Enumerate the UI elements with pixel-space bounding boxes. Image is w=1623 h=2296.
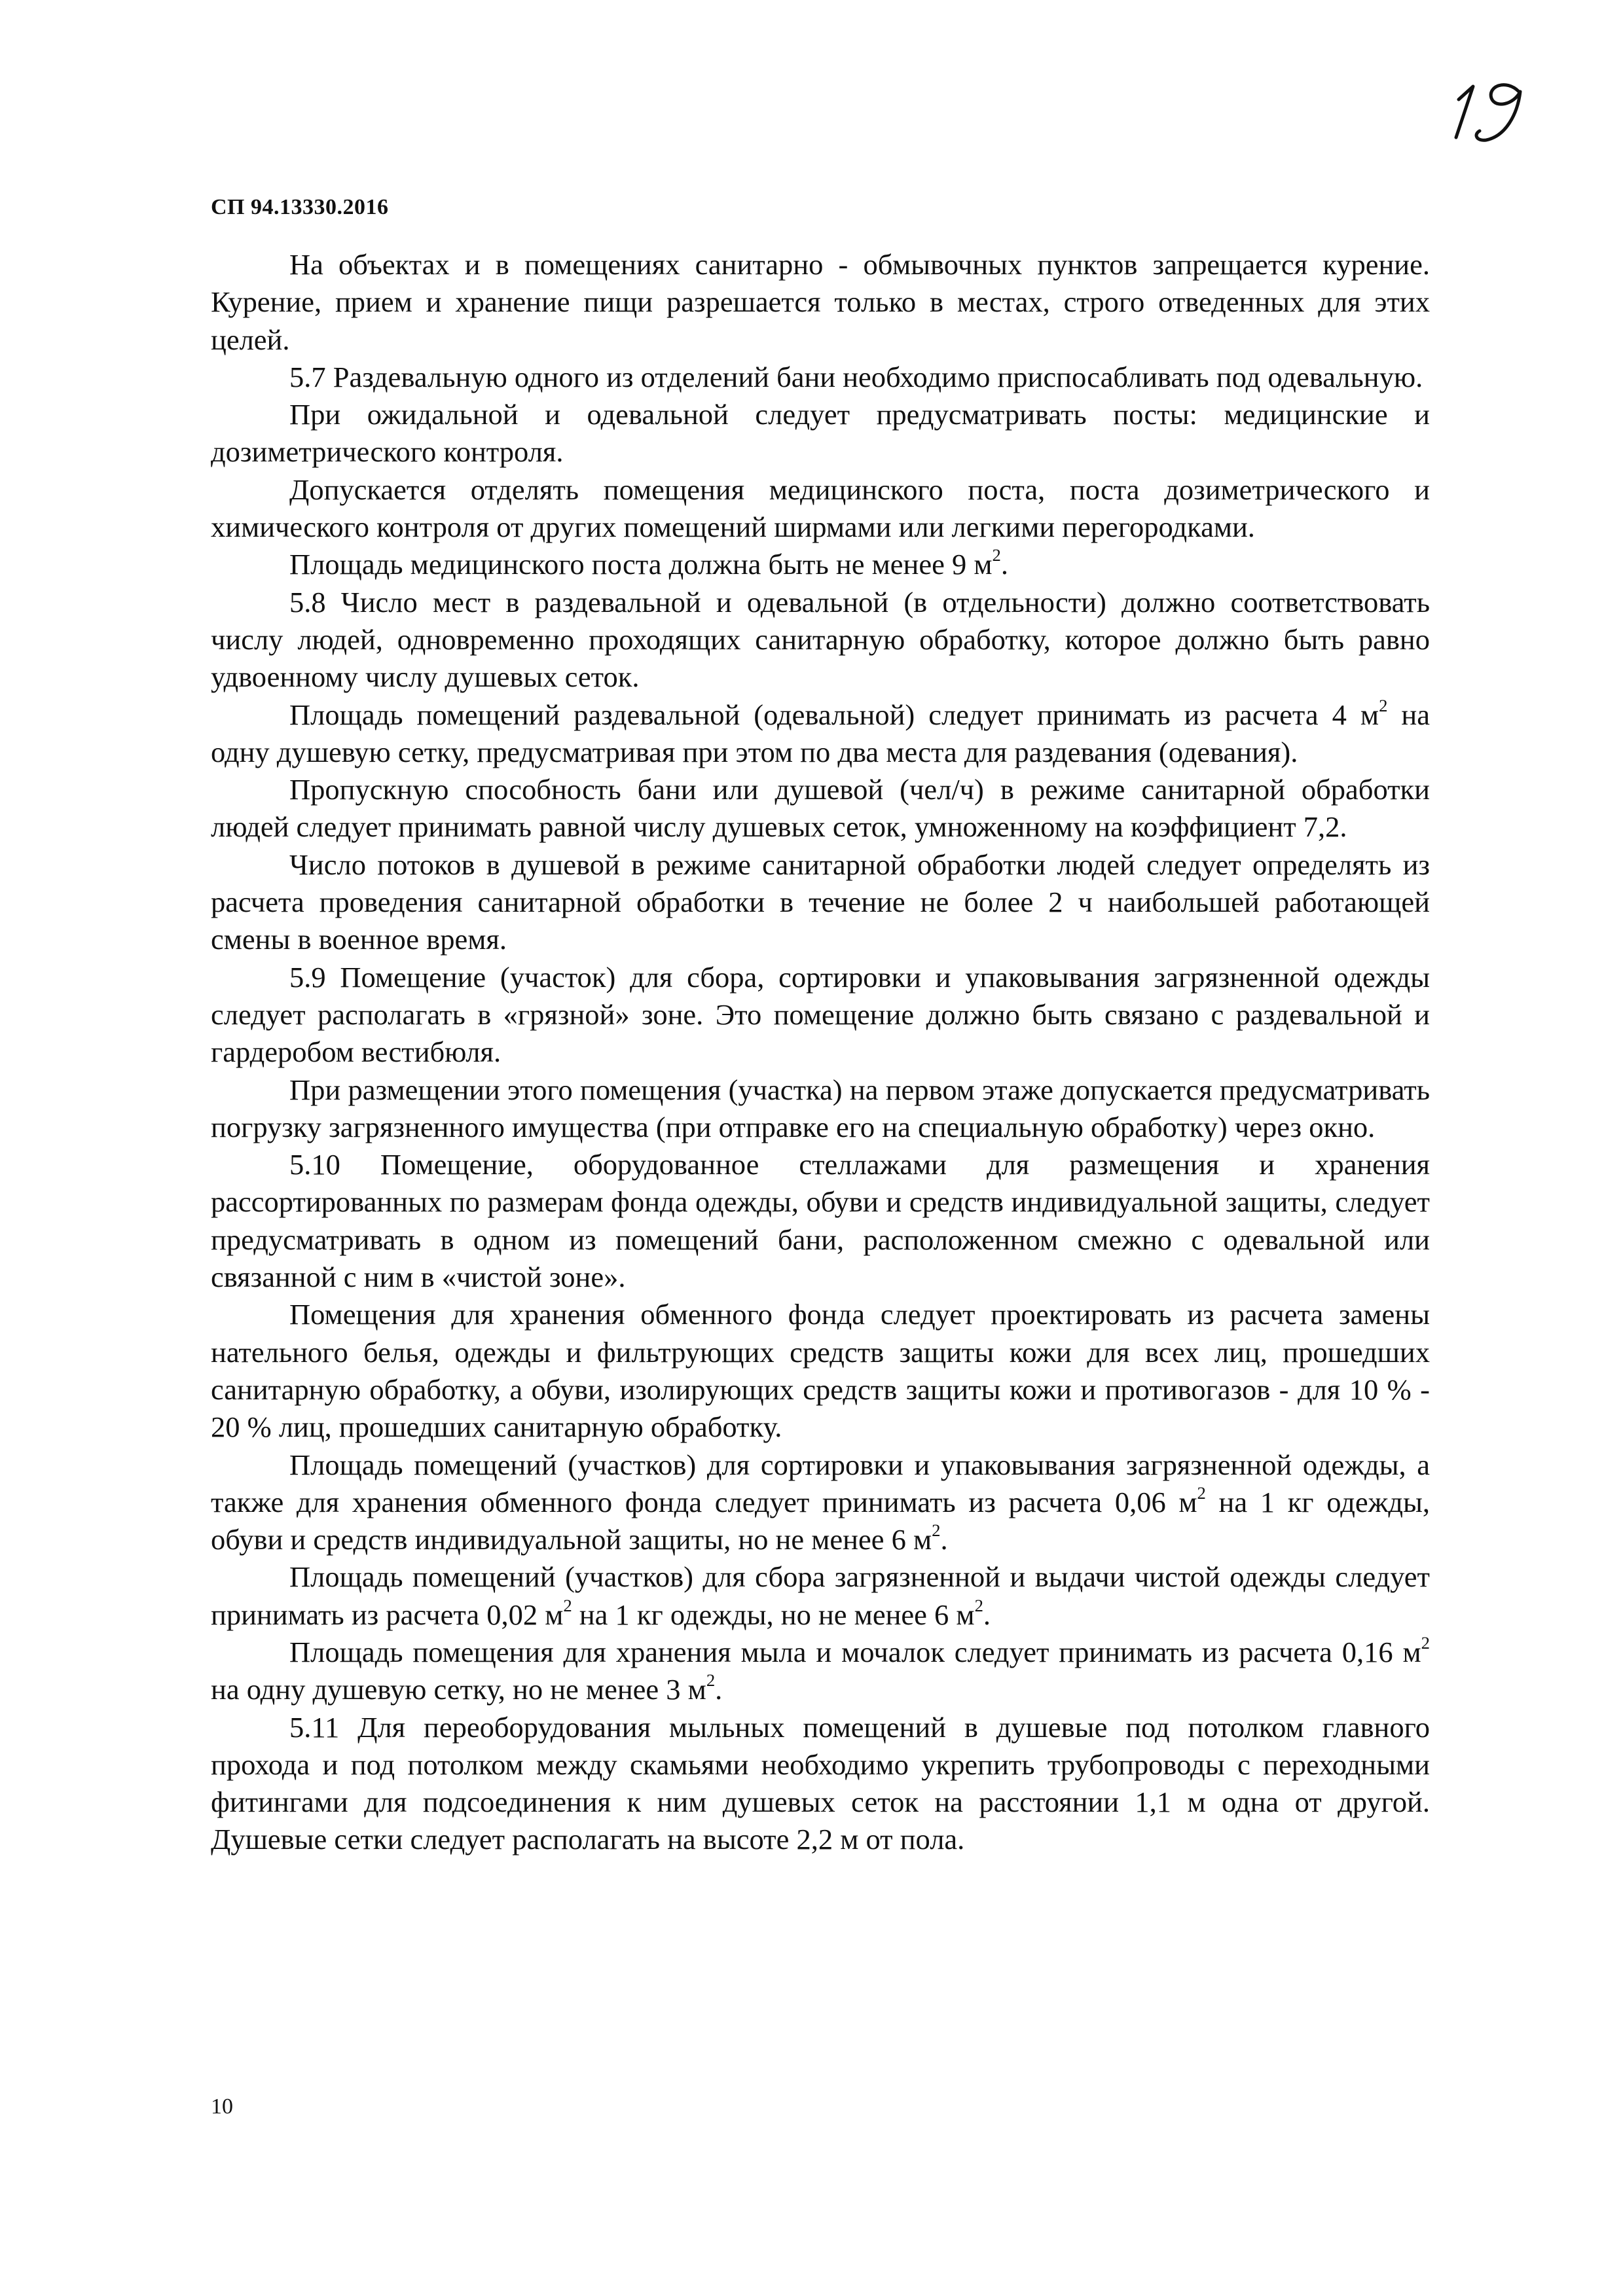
superscript: 2 bbox=[1197, 1482, 1206, 1503]
text-span: на одну душевую сетку, но не менее 3 м bbox=[211, 1673, 706, 1706]
paragraph bbox=[211, 696, 1430, 772]
text-span: . bbox=[983, 1598, 991, 1631]
text-span: . bbox=[715, 1673, 723, 1706]
paragraph bbox=[211, 1634, 1430, 1709]
text-span: Площадь помещений (участков) для сортировки и упаковывания загрязненной одежды, а также для хранения обменного фонда следует принимать из расчета 0,06 м bbox=[211, 1448, 1430, 1518]
text-span: Площадь помещения для хранения мыла и мочалок следует принимать из расчета 0,16 м bbox=[289, 1635, 1421, 1668]
superscript: 2 bbox=[974, 1595, 983, 1615]
text-span: на 1 кг одежды, обуви и средств индивидуальной защиты, но не менее 6 м bbox=[211, 1485, 1430, 1556]
superscript: 2 bbox=[932, 1520, 941, 1541]
paragraph-5-7: 5.7 Раздевальную одного из отделений бани необходимо приспосабливать под одевальную. bbox=[289, 360, 1423, 393]
text-span: Площадь помещений раздевальной (одевальной) следует принимать из расчета 4 м bbox=[289, 698, 1379, 731]
handwritten-page-number bbox=[1440, 72, 1539, 144]
paragraph: Допускается отделять помещения медицинского поста, поста дозиметрического и химического контроля от других помещений ширмами или легкими перегородками. bbox=[211, 473, 1430, 544]
paragraph-5-10: 5.10 Помещение, оборудованное стеллажами для размещения и хранения рассортированных по размерам фонда одежды, обуви и средств индивидуальной защиты, следует предусматривать в одном из помещений бани, расположенном смежно с одевальной или связанной с ним в «чистой зоне». bbox=[211, 1148, 1430, 1294]
superscript: 2 bbox=[1379, 695, 1388, 715]
text-span: . bbox=[1000, 548, 1008, 581]
paragraph-5-11: 5.11 Для переоборудования мыльных помещений в душевые под потолком главного прохода и под потолком между скамьями необходимо укрепить трубопроводы с переходными фитингами для подсоединения к ним душевых сеток на расстоянии 1,1 м одна от другой. Душевые сетки следует располагать на высоте 2,2 м от пола. bbox=[211, 1710, 1430, 1856]
superscript: 2 bbox=[992, 545, 1001, 565]
superscript: 2 bbox=[563, 1595, 572, 1615]
text-span: . bbox=[940, 1523, 948, 1556]
paragraph-5-9: 5.9 Помещение (участок) для сбора, сортировки и упаковывания загрязненной одежды следует располагать в «грязной» зоне. Это помещение должно быть связано с раздевальной и гардеробом вестибюля. bbox=[211, 960, 1430, 1069]
paragraph: Помещения для хранения обменного фонда следует проектировать из расчета замены нательного белья, одежды и фильтрующих средств защиты кожи для всех лиц, прошедших санитарную обработку, а обуви, изолирующих средств защиты кожи и противогазов - для 10 % - 20 % лиц, прошедших санитарную обработку. bbox=[211, 1298, 1430, 1444]
text-span: Площадь медицинского поста должна быть не менее 9 м bbox=[289, 548, 993, 581]
paragraph: При размещении этого помещения (участка) на первом этаже допускается предусматривать погрузку загрязненного имущества (при отправке его на специальную обработку) через окно. bbox=[211, 1073, 1430, 1143]
page-number: 10 bbox=[211, 2094, 233, 2119]
document-code-header: СП 94.13330.2016 bbox=[211, 195, 389, 219]
paragraph: При ожидальной и одевальной следует предусматривать посты: медицинские и дозиметрического контроля. bbox=[211, 398, 1430, 469]
paragraph-5-8: 5.8 Число мест в раздевальной и одевальной (в отдельности) должно соответствовать числу людей, одновременно проходящих санитарную обработку, которое должно быть равно удвоенному числу душевых сеток. bbox=[211, 585, 1430, 694]
paragraph: Пропускную способность бани или душевой (чел/ч) в режиме санитарной обработки людей следует принимать равной числу душевых сеток, умноженному на коэффициент 7,2. bbox=[211, 773, 1430, 844]
text-span: на одну душевую сетку, предусматривая при этом по два места для раздевания (одевания). bbox=[211, 698, 1430, 768]
document-body bbox=[211, 246, 1430, 1859]
paragraph: Число потоков в душевой в режиме санитарной обработки людей следует определять из расчета проведения санитарной обработки в течение не более 2 ч наибольшей работающей смены в военное время. bbox=[211, 848, 1430, 956]
paragraph bbox=[211, 1446, 1430, 1559]
text-span: на 1 кг одежды, но не менее 6 м bbox=[572, 1598, 975, 1631]
paragraph: На объектах и в помещениях санитарно - обмывочных пунктов запрещается курение. Курение, прием и хранение пищи разрешается только в местах, строго отведенных для этих целей. bbox=[211, 248, 1430, 356]
paragraph bbox=[211, 546, 1430, 583]
paragraph bbox=[211, 1558, 1430, 1634]
superscript: 2 bbox=[706, 1670, 716, 1691]
superscript: 2 bbox=[1421, 1632, 1430, 1653]
text-span: Площадь помещений (участков) для сбора загрязненной и выдачи чистой одежды следует принимать из расчета 0,02 м bbox=[211, 1560, 1430, 1631]
